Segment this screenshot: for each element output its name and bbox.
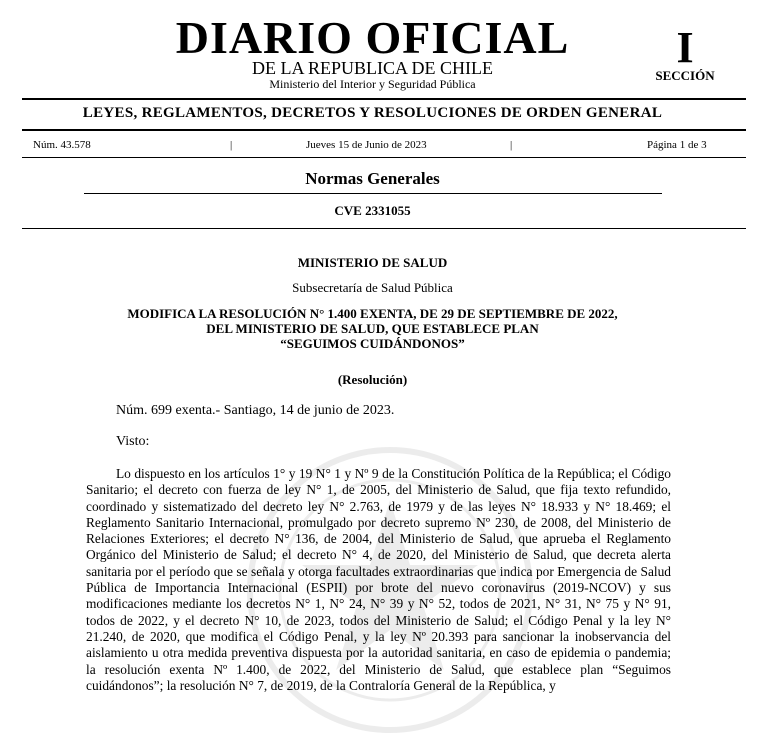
info-separator: | — [510, 139, 513, 151]
section-title: Normas Generales — [305, 169, 440, 188]
resolution-number-line: Núm. 699 exenta.- Santiago, 14 de junio de 2023. — [116, 403, 395, 418]
issue-number: Núm. 43.578 — [33, 139, 91, 151]
masthead-divider — [22, 98, 746, 100]
document-title — [60, 306, 685, 351]
cve-code: CVE 2331055 — [334, 203, 411, 218]
newspaper-subtitle: DE LA REPUBLICA DE CHILE — [252, 58, 493, 78]
info-separator: | — [230, 139, 233, 151]
section-label: SECCIÓN — [655, 68, 715, 83]
document-title-line: MODIFICA LA RESOLUCIÓN N° 1.400 EXENTA, DE 29 DE SEPTIEMBRE DE 2022, — [127, 306, 618, 321]
newspaper-ministry: Ministerio del Interior y Seguridad Pública — [269, 77, 476, 91]
section-title-underline — [84, 193, 662, 194]
visto-paragraph: Lo dispuesto en los artículos 1° y 19 N° 1 y Nº 9 de la Constitución Política de la República; el Código Sanitario; el decreto con fuerza de ley N° 1, de 2005, del Ministerio de Salud, que fija texto refundido, coordinado y sistematizado del decreto ley N° 2.763, de 1979 y de las leyes N° 18.933 y N° 18.469; el Reglamento Sanitario Internacional, promulgado por decreto supremo Nº 230, de 2008, del Ministerio de Relaciones Exteriores; el decreto N° 136, de 2004, del Ministerio de Salud, que aprueba el Reglamento Orgánico del Ministerio de Salud; el decreto N° 4, de 2020, del Ministerio de Salud, que decreta alerta sanitaria por el período que se señala y otorga facultades extraordinarias que indica por Emergencia de Salud Pública de Importancia Internacional (ESPII) por brote del nuevo coronavirus (2019-NCOV) y sus modificaciones mediante los decretos N° 1, N° 24, N° 39 y N° 52, todos de 2021, N° 31, N° 75 y N° 91, todos de 2022, y el decreto N° 10, de 2023, todos del Ministerio de Salud; el Código Penal y la ley N° 21.240, de 2020, que modifica el Código Penal, y la ley Nº 20.393 para sancionar la inobservancia del aislamiento u otra medida preventiva dispuesta por la autoridad sanitaria, en caso de epidemia o pandemia; la resolución exenta Nº 1.400, de 2022, del Ministerio de Salud, que establece plan “Seguimos cuidándonos”; la resolución N° 7, de 2019, de la Contraloría General de la República, y — [86, 466, 671, 693]
issue-date: Jueves 15 de Junio de 2023 — [306, 139, 427, 151]
visto-heading: Visto: — [116, 434, 150, 449]
page-indicator: Página 1 de 3 — [647, 139, 707, 151]
document-type: (Resolución) — [337, 372, 408, 387]
newspaper-title: DIARIO OFICIAL — [175, 12, 570, 63]
info-divider — [22, 157, 746, 158]
document-title-line: DEL MINISTERIO DE SALUD, QUE ESTABLECE PLAN — [206, 321, 539, 336]
document-title-line: “SEGUIMOS CUIDÁNDONOS” — [280, 336, 465, 351]
document-subsecretaria: Subsecretaría de Salud Pública — [292, 280, 453, 295]
section-numeral: I — [676, 23, 694, 72]
cve-divider — [22, 228, 746, 229]
document-ministry: MINISTERIO DE SALUD — [297, 255, 448, 270]
laws-band: LEYES, REGLAMENTOS, DECRETOS Y RESOLUCIONES DE ORDEN GENERAL — [82, 105, 663, 121]
laws-band-divider — [22, 129, 746, 131]
